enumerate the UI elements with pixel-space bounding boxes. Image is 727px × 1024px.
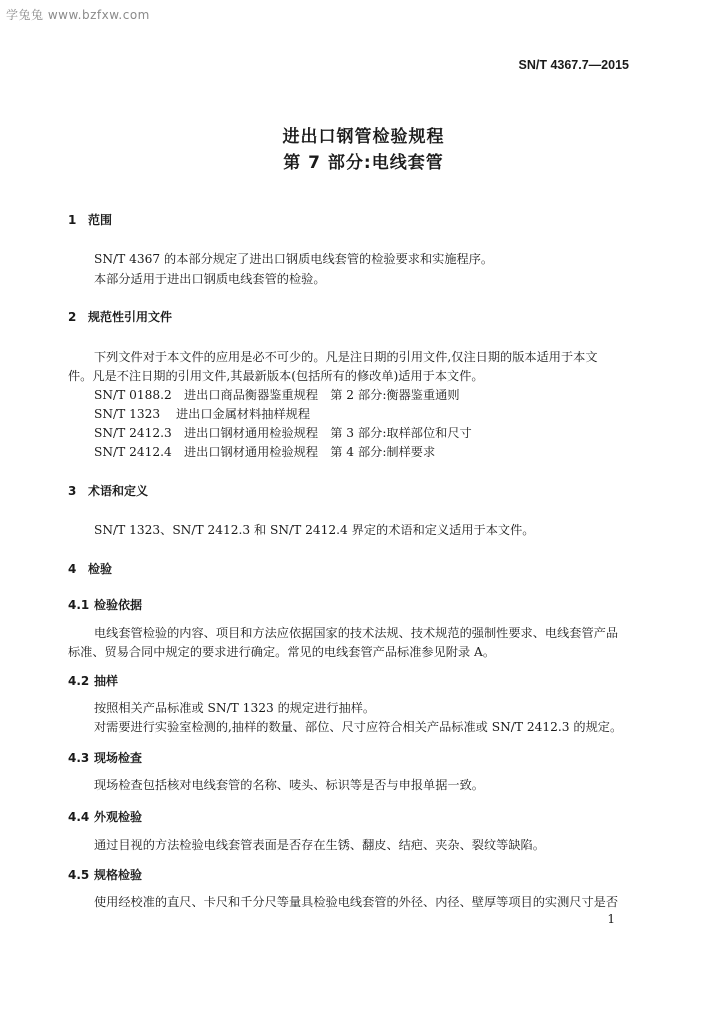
reference-title: 进出口金属材料抽样规程 bbox=[176, 407, 311, 421]
paragraph: SN/T 1323、SN/T 2412.3 和 SN/T 2412.4 界定的术语和定义适用于本文件。 bbox=[94, 523, 535, 537]
reference-title: 进出口钢材通用检验规程 第 4 部分:制样要求 bbox=[184, 445, 436, 459]
reference-title: 进出口钢材通用检验规程 第 3 部分:取样部位和尺寸 bbox=[184, 426, 472, 440]
subsection-title: 现场检查 bbox=[94, 751, 143, 765]
reference-code: SN/T 0188.2 bbox=[94, 388, 172, 402]
paragraph: SN/T 4367 的本部分规定了进出口钢质电线套管的检验要求和实施程序。 bbox=[94, 252, 494, 266]
subsection-number: 4.1 bbox=[68, 598, 90, 612]
section-number: 4 bbox=[68, 562, 77, 576]
subsection-4-2-heading bbox=[68, 672, 118, 689]
paragraph: 对需要进行实验室检测的,抽样的数量、部位、尺寸应符合相关产品标准或 SN/T 2412.3 的规定。 bbox=[94, 720, 623, 734]
reference-code: SN/T 2412.3 bbox=[94, 426, 172, 440]
subsection-title: 检验依据 bbox=[94, 598, 143, 612]
reference-item bbox=[94, 386, 460, 403]
subsection-title: 规格检验 bbox=[94, 868, 143, 882]
paragraph: 现场检查包括核对电线套管的名称、唛头、标识等是否与申报单据一致。 bbox=[94, 778, 484, 792]
section-3-heading bbox=[68, 482, 148, 499]
paragraph: 本部分适用于进出口钢质电线套管的检验。 bbox=[94, 272, 326, 286]
watermark: 学兔兔 www.bzfxw.com bbox=[6, 8, 150, 22]
section-title: 范围 bbox=[88, 213, 113, 227]
section-2-heading bbox=[68, 308, 172, 325]
subsection-number: 4.3 bbox=[68, 751, 90, 765]
reference-title: 进出口商品衡器鉴重规程 第 2 部分:衡器鉴重通则 bbox=[184, 388, 460, 402]
document-title: 进出口钢管检验规程 bbox=[282, 127, 445, 147]
subsection-4-1-heading bbox=[68, 596, 142, 613]
subsection-number: 4.5 bbox=[68, 868, 90, 882]
paragraph: 下列文件对于本文件的应用是必不可少的。凡是注日期的引用文件,仅注日期的版本适用于本文 bbox=[94, 350, 598, 364]
page-number: 1 bbox=[607, 912, 615, 926]
section-title: 检验 bbox=[88, 562, 113, 576]
standard-code: SN/T 4367.7—2015 bbox=[518, 58, 629, 72]
reference-item bbox=[94, 405, 310, 422]
section-1-heading bbox=[68, 211, 112, 228]
paragraph: 按照相关产品标准或 SN/T 1323 的规定进行抽样。 bbox=[94, 701, 376, 715]
subsection-title: 抽样 bbox=[94, 674, 119, 688]
paragraph: 使用经校准的直尺、卡尺和千分尺等量具检验电线套管的外径、内径、壁厚等项目的实测尺寸是否 bbox=[94, 895, 619, 909]
section-number: 1 bbox=[68, 213, 77, 227]
subsection-number: 4.2 bbox=[68, 674, 90, 688]
section-number: 3 bbox=[68, 484, 77, 498]
paragraph: 电线套管检验的内容、项目和方法应依据国家的技术法规、技术规范的强制性要求、电线套管产品 bbox=[94, 626, 619, 640]
section-number: 2 bbox=[68, 310, 77, 324]
reference-item bbox=[94, 443, 435, 460]
reference-code: SN/T 1323 bbox=[94, 407, 161, 421]
paragraph: 通过目视的方法检验电线套管表面是否存在生锈、翻皮、结疤、夹杂、裂纹等缺陷。 bbox=[94, 838, 545, 852]
section-4-heading bbox=[68, 560, 112, 577]
subsection-4-5-heading bbox=[68, 866, 142, 883]
reference-code: SN/T 2412.4 bbox=[94, 445, 172, 459]
subsection-4-4-heading bbox=[68, 808, 142, 825]
section-title: 规范性引用文件 bbox=[88, 310, 173, 324]
section-title: 术语和定义 bbox=[88, 484, 149, 498]
reference-item bbox=[94, 424, 472, 441]
subsection-title: 外观检验 bbox=[94, 810, 143, 824]
document-subtitle: 第 7 部分:电线套管 bbox=[283, 153, 444, 173]
paragraph: 标准、贸易合同中规定的要求进行确定。常见的电线套管产品标准参见附录 A。 bbox=[68, 645, 496, 659]
subsection-4-3-heading bbox=[68, 749, 142, 766]
paragraph: 件。凡是不注日期的引用文件,其最新版本(包括所有的修改单)适用于本文件。 bbox=[68, 369, 484, 383]
subsection-number: 4.4 bbox=[68, 810, 90, 824]
